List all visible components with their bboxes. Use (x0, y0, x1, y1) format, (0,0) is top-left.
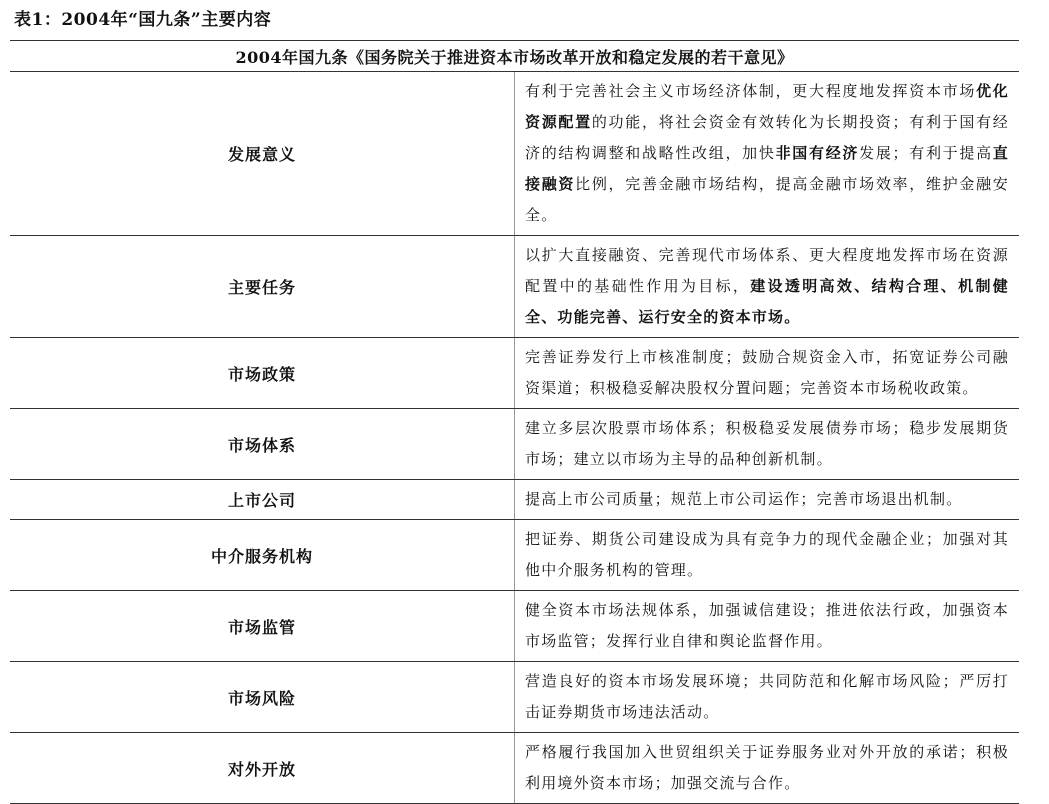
text-segment: 有利于完善社会主义市场经济体制，更大程度地发挥资本市场 (525, 82, 977, 100)
table-row (10, 236, 1019, 338)
text-segment: 提高上市公司质量；规范上市公司运作；完善市场退出机制。 (525, 490, 963, 508)
table-row (10, 591, 1019, 662)
text-segment: 健全资本市场法规体系，加强诚信建设；推进依法行政，加强资本市场监管；发挥行业自律和舆论监督作用。 (525, 601, 1009, 650)
row-label: 市场监管 (10, 591, 515, 662)
row-content (515, 662, 1020, 733)
row-content (515, 591, 1020, 662)
table-row (10, 520, 1019, 591)
row-label: 发展意义 (10, 72, 515, 236)
text-segment: 发展；有利于提高 (859, 144, 993, 162)
text-segment: 严格履行我国加入世贸组织关于证券服务业对外开放的承诺；积极利用境外资本市场；加强交流与合作。 (525, 743, 1009, 792)
bold-text: 建设透明高效、结构合理、机制健全、功能完善、运行安全的资本市场。 (525, 277, 1009, 326)
row-label: 市场风险 (10, 662, 515, 733)
table-title: 2004年国九条《国务院关于推进资本市场改革开放和稳定发展的若干意见》 (10, 41, 1019, 72)
text-segment: 把证券、期货公司建设成为具有竞争力的现代金融企业；加强对其他中介服务机构的管理。 (525, 530, 1009, 579)
bold-text: 非国有经济 (775, 144, 860, 162)
text-segment: 的功能，将社会资金有效转化为长期投资；有利于国有经济的结构调整和战略性改组，加快 (525, 113, 1009, 162)
row-label: 市场政策 (10, 338, 515, 409)
row-content (515, 72, 1020, 236)
row-content (515, 480, 1020, 520)
table-row (10, 338, 1019, 409)
table-row (10, 733, 1019, 804)
bold-text: 优化资源配置 (525, 82, 1010, 131)
table-row (10, 72, 1019, 236)
row-content (515, 409, 1020, 480)
bold-text: 直接融资 (525, 144, 1009, 193)
table-row (10, 480, 1019, 520)
row-content (515, 338, 1020, 409)
table-row (10, 662, 1019, 733)
text-segment: 以扩大直接融资、完善现代市场体系、更大程度地发挥市场在资源配置中的基础性作用为目标， (525, 246, 1009, 295)
row-label: 市场体系 (10, 409, 515, 480)
row-label: 上市公司 (10, 480, 515, 520)
policy-table (10, 40, 1019, 804)
table-row (10, 409, 1019, 480)
text-segment: 建立多层次股票市场体系；积极稳妥发展债券市场；稳步发展期货市场；建立以市场为主导的品种创新机制。 (525, 419, 1009, 468)
row-content (515, 733, 1020, 804)
row-content (515, 236, 1020, 338)
table-title-row (10, 41, 1019, 72)
text-segment: 完善证券发行上市核准制度；鼓励合规资金入市，拓宽证券公司融资渠道；积极稳妥解决股权分置问题；完善资本市场税收政策。 (525, 348, 1009, 397)
text-segment: 营造良好的资本市场发展环境；共同防范和化解市场风险；严厉打击证券期货市场违法活动。 (525, 672, 1009, 721)
row-label: 主要任务 (10, 236, 515, 338)
text-segment: 比例，完善金融市场结构，提高金融市场效率，维护金融安全。 (525, 175, 1009, 224)
row-content (515, 520, 1020, 591)
row-label: 对外开放 (10, 733, 515, 804)
table-caption: 表1：2004年“国九条”主要内容 (14, 10, 272, 30)
row-label: 中介服务机构 (10, 520, 515, 591)
